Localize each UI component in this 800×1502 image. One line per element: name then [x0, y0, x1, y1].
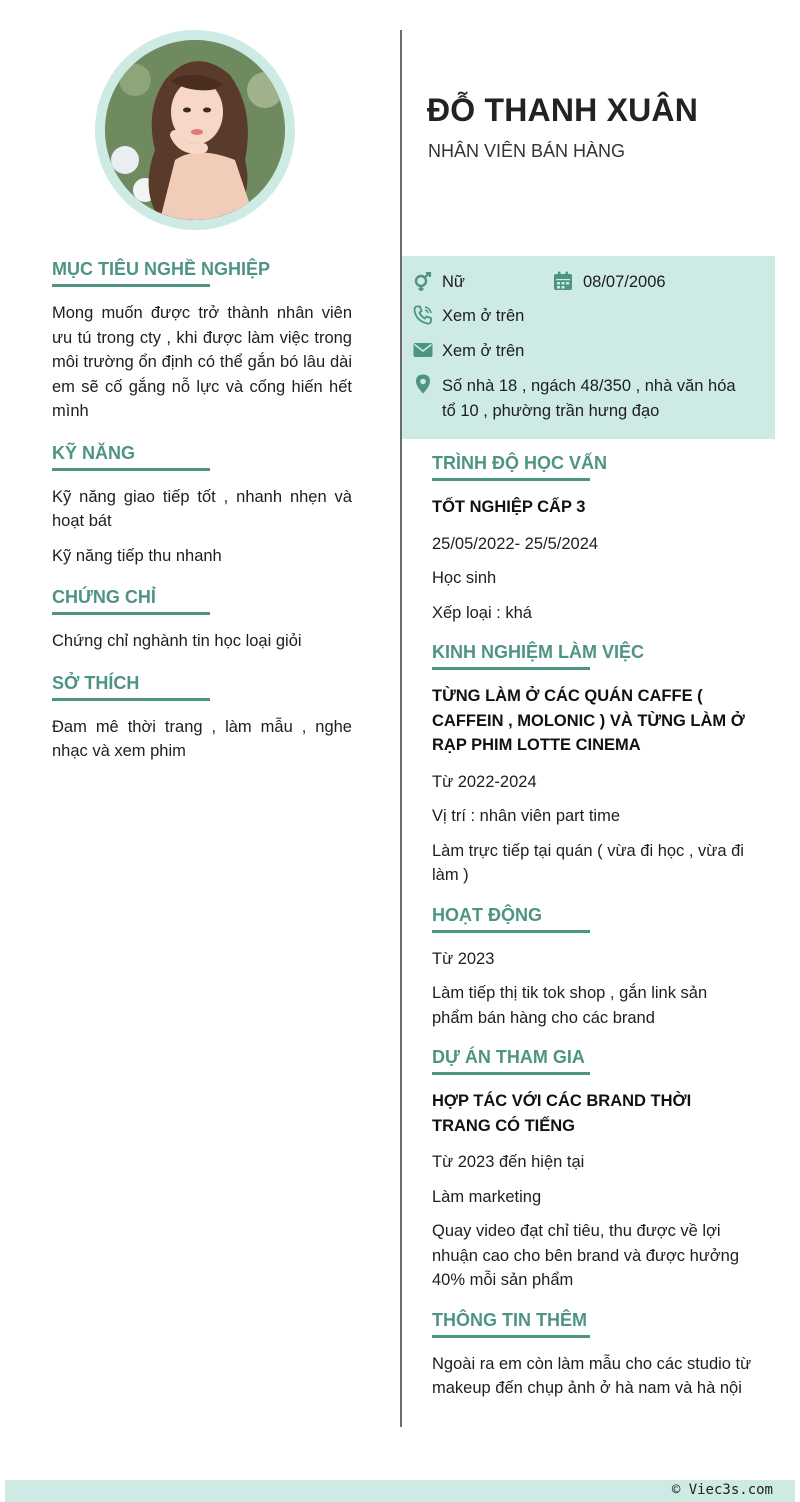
experience-time: Từ 2022-2024 — [432, 772, 537, 791]
experience-role: Vị trí : nhân viên part time — [432, 807, 621, 825]
section-underline — [52, 468, 210, 471]
avatar-frame — [95, 30, 295, 230]
activities-section — [432, 902, 752, 1031]
gender-icon — [413, 272, 433, 292]
section-underline — [52, 698, 210, 701]
column-divider — [400, 30, 402, 1427]
section-underline — [432, 1335, 590, 1338]
section-underline — [432, 1072, 590, 1075]
certificates-title: CHỨNG CHỈ — [52, 587, 156, 607]
objective-section — [52, 256, 352, 424]
gender-value: Nữ — [442, 273, 465, 291]
email-icon — [413, 340, 433, 360]
projects-time: Từ 2023 đến hiện tại — [432, 1153, 585, 1171]
skill-item: Kỹ năng giao tiếp tốt , nhanh nhẹn và hoạt bát — [52, 487, 352, 530]
education-item-title: TỐT NGHIỆP CẤP 3 — [432, 498, 586, 516]
skills-title: KỸ NĂNG — [52, 442, 136, 463]
contact-panel — [402, 256, 775, 439]
section-underline — [432, 478, 590, 481]
activities-time: Từ 2023 — [432, 949, 495, 968]
hobbies-section — [52, 670, 352, 764]
footer-watermark: © Viec3s.com — [671, 1482, 773, 1498]
phone-value: Xem ở trên — [442, 307, 525, 325]
skills-section — [52, 440, 352, 569]
extra-info-section — [432, 1307, 752, 1401]
location-pin-icon — [413, 374, 433, 394]
certificate-text: Chứng chỉ nghành tin học loại giỏi — [52, 632, 302, 650]
extra-info-text: Ngoài ra em còn làm mẫu cho các studio từ makeup đến chụp ảnh ở hà nam và hà nội — [432, 1354, 752, 1397]
education-title: TRÌNH ĐỘ HỌC VẤN — [432, 453, 607, 473]
candidate-name: ĐỖ THANH XUÂN — [427, 92, 699, 128]
projects-title: DỰ ÁN THAM GIA — [432, 1047, 585, 1067]
left-column — [52, 256, 352, 780]
hobbies-title: SỞ THÍCH — [52, 672, 140, 693]
avatar — [105, 40, 285, 220]
certificates-section — [52, 584, 352, 654]
email-value: Xem ở trên — [442, 342, 525, 360]
section-underline — [432, 667, 590, 670]
phone-icon — [413, 305, 433, 325]
education-time: 25/05/2022- 25/5/2024 — [432, 534, 599, 553]
address-value: Số nhà 18 , ngách 48/350 , nhà văn hóa tổ 10 , phường trần hưng đạo — [442, 377, 736, 420]
experience-title: KINH NGHIỆM LÀM VIỆC — [432, 642, 645, 662]
right-column — [432, 450, 752, 1415]
projects-role: Làm marketing — [432, 1187, 542, 1206]
section-underline — [432, 930, 590, 933]
activities-detail: Làm tiếp thị tik tok shop , gắn link sản phẩm bán hàng cho các brand — [432, 984, 708, 1027]
education-detail: Xếp loại : khá — [432, 603, 532, 622]
experience-section — [432, 639, 752, 888]
experience-item-title: TỪNG LÀM Ở CÁC QUÁN CAFFE ( CAFFEIN , MOLONIC ) VÀ TỪNG LÀM Ở RẠP PHIM LOTTE CINEMA — [432, 687, 745, 754]
projects-section — [432, 1044, 752, 1293]
footer-bar — [5, 1480, 795, 1502]
activities-title: HOẠT ĐỘNG — [432, 904, 542, 925]
section-underline — [52, 612, 210, 615]
section-underline — [52, 284, 210, 287]
skill-item: Kỹ năng tiếp thu nhanh — [52, 546, 222, 565]
objective-text: Mong muốn được trở thành nhân viên ưu tú trong cty , khi được làm việc trong môi trường ổn định có thể gắn bó lâu dài em sẽ cố gắng nỗ lực và cống hiến hết mình — [52, 304, 352, 420]
avatar-photo — [105, 40, 285, 220]
candidate-position: NHÂN VIÊN BÁN HÀNG — [428, 141, 626, 161]
projects-item-title: HỢP TÁC VỚI CÁC BRAND THỜI TRANG CÓ TIẾNG — [432, 1092, 692, 1135]
education-section — [432, 450, 752, 625]
education-role: Học sinh — [432, 569, 497, 587]
objective-title: MỤC TIÊU NGHỀ NGHIỆP — [52, 259, 271, 279]
birthday-value: 08/07/2006 — [583, 273, 666, 291]
hobbies-text: Đam mê thời trang , làm mẫu , nghe nhạc và xem phim — [52, 717, 352, 760]
extra-info-title: THÔNG TIN THÊM — [432, 1309, 587, 1330]
projects-detail: Quay video đạt chỉ tiêu, thu được về lợi nhuận cao cho bên brand và được hưởng 40% mỗi sản phẩm — [432, 1222, 740, 1289]
experience-detail: Làm trực tiếp tại quán ( vừa đi học , vừa đi làm ) — [432, 841, 744, 884]
calendar-icon — [553, 271, 573, 291]
